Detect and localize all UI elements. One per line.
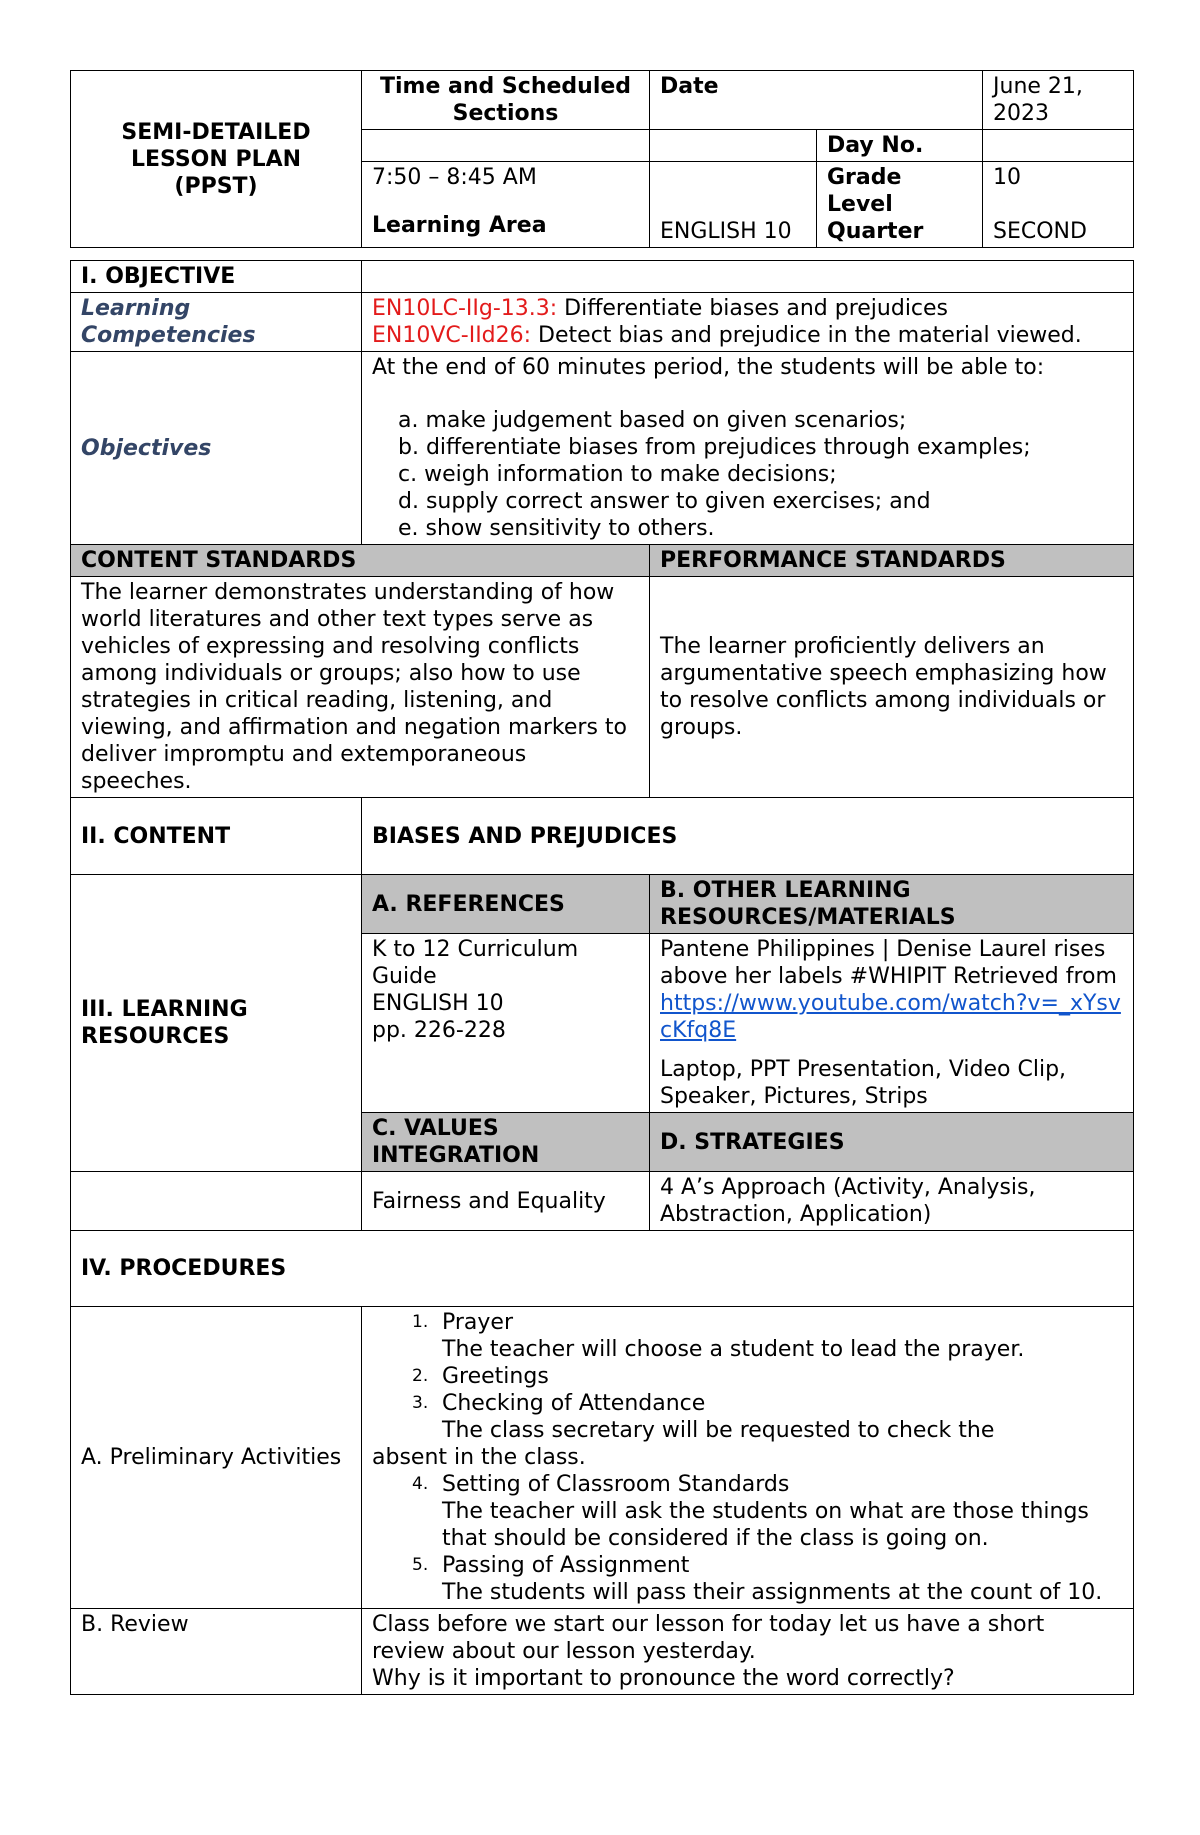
step-number: 3.: [412, 1393, 429, 1413]
learning-resources-heading: III. LEARNING RESOURCES: [71, 875, 362, 1172]
review-question: Why is it important to pronounce the word correctly?: [372, 1666, 955, 1691]
blank-cell: [362, 130, 650, 162]
day-label: Day No.: [817, 130, 983, 162]
list-item: d. supply correct answer to given exercises; and: [398, 489, 931, 514]
lesson-plan-title: [71, 71, 362, 248]
competencies-list: [362, 293, 1134, 352]
date-value: June 21, 2023: [983, 71, 1134, 130]
content-standards-heading: CONTENT STANDARDS: [71, 545, 650, 577]
strategies-value: 4 A’s Approach (Activity, Analysis, Abstraction, Application): [650, 1172, 1134, 1231]
procedure-step: [372, 1552, 1123, 1579]
content-heading: II. CONTENT: [71, 798, 362, 875]
grade-quarter-values: [983, 162, 1134, 248]
time-value: [362, 162, 650, 248]
header-table: [70, 70, 1134, 248]
step-title: Passing of Assignment: [442, 1553, 690, 1578]
objectives-intro: At the end of 60 minutes period, the students will be able to:: [372, 355, 1045, 380]
grade-quarter-labels: [817, 162, 983, 248]
values-integration-value: Fairness and Equality: [362, 1172, 650, 1231]
step-number: 4.: [412, 1474, 429, 1494]
step-title: Setting of Classroom Standards: [442, 1472, 790, 1497]
main-table: [70, 260, 1134, 1695]
performance-standards-heading: PERFORMANCE STANDARDS: [650, 545, 1134, 577]
procedure-steps: [372, 1309, 1123, 1606]
review-paragraph: Class before we start our lesson for today let us have a short review about our lesson yesterday.: [372, 1612, 1045, 1664]
title-line-1: SEMI-DETAILED: [121, 119, 311, 145]
list-item: b. differentiate biases from prejudices through examples;: [398, 435, 1031, 460]
materials-list: Laptop, PPT Presentation, Video Clip, Speaker, Pictures, Strips: [660, 1057, 1067, 1109]
step-description: The students will pass their assignments at the count of 10.: [442, 1580, 1103, 1605]
performance-standards-text: The learner proficiently delivers an argumentative speech emphasizing how to resolve conflicts among individuals or groups.: [650, 577, 1134, 798]
other-resources-heading: B. OTHER LEARNING RESOURCES/MATERIALS: [650, 875, 1134, 934]
values-integration-heading: C. VALUES INTEGRATION: [362, 1113, 650, 1172]
video-link[interactable]: https://www.youtube.com/watch?v=_xYsvcKfq8E: [660, 991, 1121, 1043]
blank-cell: [362, 261, 1134, 293]
preliminary-activities-list: [362, 1307, 1134, 1609]
title-line-3: (PPST): [174, 173, 258, 199]
area-label: Learning Area: [372, 213, 547, 238]
reference-line: K to 12 Curriculum Guide: [372, 937, 579, 989]
procedure-step: [372, 1363, 1123, 1390]
review-text: [362, 1609, 1134, 1695]
list-item: a. make judgement based on given scenarios;: [398, 408, 907, 433]
step-number: 1.: [412, 1312, 429, 1332]
list-item: c. weigh information to make decisions;: [398, 462, 837, 487]
competencies-label: Learning Competencies: [71, 293, 362, 352]
grade-value: 10: [993, 165, 1022, 190]
blank-cell: [71, 1172, 362, 1231]
procedures-heading: IV. PROCEDURES: [71, 1231, 1134, 1307]
step-number: 5.: [412, 1555, 429, 1575]
step-description: The teacher will choose a student to lead the prayer.: [442, 1337, 1025, 1362]
list-item: e. show sensitivity to others.: [398, 516, 715, 541]
date-label: Date: [650, 71, 983, 130]
title-line-2: LESSON PLAN: [130, 146, 302, 172]
reference-line: ENGLISH 10: [372, 991, 504, 1016]
content-value: BIASES AND PREJUDICES: [362, 798, 1134, 875]
strategies-heading: D. STRATEGIES: [650, 1113, 1134, 1172]
references-heading: A. REFERENCES: [362, 875, 650, 934]
references-list: [362, 934, 650, 1113]
step-description: The class secretary will be requested to check the: [442, 1418, 995, 1443]
competency-text: Detect bias and prejudice in the material viewed.: [531, 323, 1082, 348]
quarter-value: SECOND: [993, 219, 1087, 244]
competency-text: Differentiate biases and prejudices: [557, 296, 949, 321]
procedure-step: [372, 1390, 1123, 1417]
content-standards-text: The learner demonstrates understanding of how world literatures and other text types serve as vehicles of expressing and resolving conflicts among individuals or groups; also how to use strategies in critical reading, listening, and viewing, and affirmation and negation markers to deliver impromptu and extemporaneous speeches.: [71, 577, 650, 798]
objectives-items: [372, 407, 1123, 542]
reference-line: pp. 226-228: [372, 1018, 506, 1043]
objective-heading: I. OBJECTIVE: [71, 261, 362, 293]
time-label: Time and Scheduled Sections: [362, 71, 650, 130]
objectives-list: [362, 352, 1134, 545]
step-description: The teacher will ask the students on what are those things that should be considered if the class is going on.: [442, 1499, 1089, 1551]
quarter-label: Quarter: [827, 219, 924, 244]
blank-cell: [650, 130, 817, 162]
competency-code: EN10VC-IId26:: [372, 323, 532, 348]
step-description: absent in the class.: [372, 1445, 586, 1470]
competency-2: [372, 322, 1123, 349]
area-value: ENGLISH 10: [650, 162, 817, 248]
lesson-plan-page: [70, 70, 1133, 1695]
video-source: Pantene Philippines | Denise Laurel rises above her labels #WHIPIT Retrieved from: [660, 937, 1117, 989]
day-value: [983, 130, 1134, 162]
other-resources-list: [650, 934, 1134, 1113]
competency-1: [372, 295, 1123, 322]
grade-label: Grade Level: [827, 165, 902, 217]
step-title: Greetings: [442, 1364, 549, 1389]
step-title: Prayer: [442, 1310, 514, 1335]
step-title: Checking of Attendance: [442, 1391, 706, 1416]
time-value-text: 7:50 – 8:45 AM: [372, 165, 537, 190]
procedure-step: [372, 1309, 1123, 1336]
review-label: B. Review: [71, 1609, 362, 1695]
step-number: 2.: [412, 1366, 429, 1386]
objectives-label: Objectives: [71, 352, 362, 545]
preliminary-activities-label: A. Preliminary Activities: [71, 1307, 362, 1609]
procedure-step: [372, 1471, 1123, 1498]
competency-code: EN10LC-IIg-13.3:: [372, 296, 558, 321]
